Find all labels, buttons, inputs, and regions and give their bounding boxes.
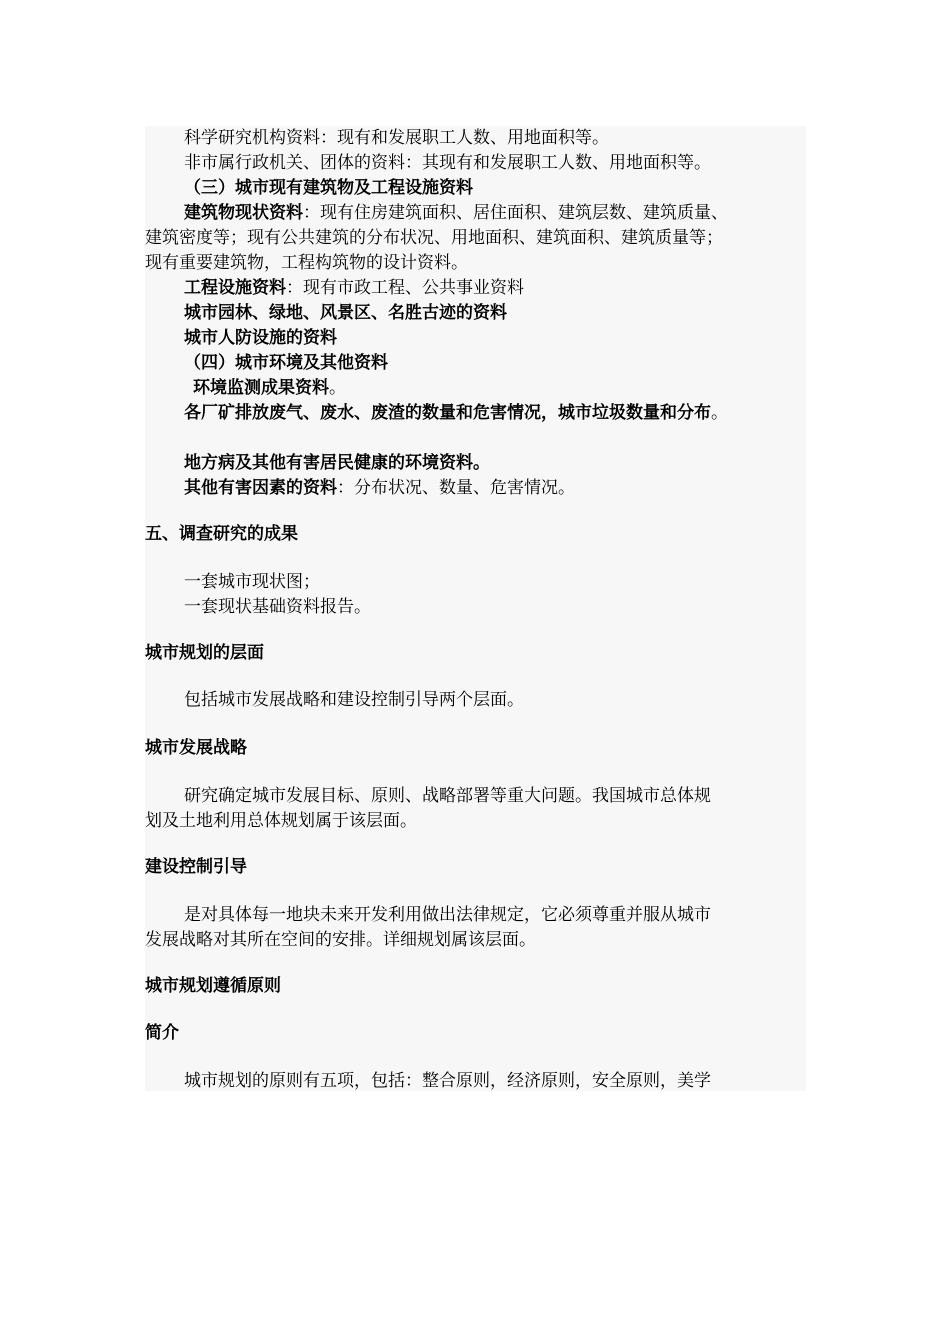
lead-text: 环境监测成果资料 bbox=[193, 378, 329, 398]
lead-text: 工程设施资料 bbox=[184, 278, 286, 298]
paragraph-line: 发展战略对其所在空间的安排。详细规划属该层面。 bbox=[145, 930, 536, 950]
text-line: 科学研究机构资料：现有和发展职工人数、用地面积等。 bbox=[184, 128, 609, 148]
paragraph-line bbox=[184, 278, 524, 298]
body-text: ：现有住房建筑面积、居住面积、建筑层数、建筑质量、 bbox=[303, 203, 728, 223]
section-heading: 简介 bbox=[145, 1023, 179, 1043]
lead-text: 其他有害因素的资料 bbox=[184, 478, 337, 498]
list-item: 一套城市现状图； bbox=[184, 572, 320, 592]
paragraph-line: 现有重要建筑物，工程构筑物的设计资料。 bbox=[145, 253, 468, 273]
paragraph-line bbox=[193, 378, 346, 398]
body-text: 。 bbox=[329, 378, 346, 398]
paragraph-line: 划及土地利用总体规划属于该层面。 bbox=[145, 811, 417, 831]
section-heading: 五、调查研究的成果 bbox=[145, 524, 298, 544]
lead-text: 建筑物现状资料 bbox=[184, 203, 303, 223]
paragraph-line: 研究确定城市发展目标、原则、战略部署等重大问题。我国城市总体规 bbox=[184, 786, 711, 806]
body-text: ：现有市政工程、公共事业资料 bbox=[286, 278, 524, 298]
list-item: 一套现状基础资料报告。 bbox=[184, 597, 371, 617]
paragraph-line: 城市规划的原则有五项，包括：整合原则，经济原则，安全原则，美学 bbox=[184, 1071, 711, 1091]
section-heading: 城市规划的层面 bbox=[145, 643, 264, 663]
section-heading: 建设控制引导 bbox=[145, 857, 247, 877]
paragraph-line bbox=[184, 203, 728, 223]
paragraph-line: 是对具体每一地块未来开发利用做出法律规定，它必须尊重并服从城市 bbox=[184, 905, 711, 925]
bold-line: 城市人防设施的资料 bbox=[184, 328, 337, 348]
body-text: 。 bbox=[711, 403, 728, 423]
paragraph-line bbox=[184, 478, 575, 498]
section-heading: 城市发展战略 bbox=[145, 738, 247, 758]
paragraph-line: 建筑密度等；现有公共建筑的分布状况、用地面积、建筑面积、建筑质量等； bbox=[145, 228, 723, 248]
paragraph-line: 包括城市发展战略和建设控制引导两个层面。 bbox=[184, 690, 524, 710]
section-heading: 城市规划遵循原则 bbox=[145, 976, 281, 996]
bold-line: 地方病及其他有害居民健康的环境资料。 bbox=[184, 453, 490, 473]
text-line: 非市属行政机关、团体的资料：其现有和发展职工人数、用地面积等。 bbox=[184, 153, 711, 173]
paragraph-line bbox=[184, 403, 728, 423]
bold-line: 城市园林、绿地、风景区、名胜古迹的资料 bbox=[184, 303, 507, 323]
subheading: （四）城市环境及其他资料 bbox=[184, 353, 388, 373]
lead-text: 各厂矿排放废气、废水、废渣的数量和危害情况，城市垃圾数量和分布 bbox=[184, 403, 711, 423]
body-text: ：分布状况、数量、危害情况。 bbox=[337, 478, 575, 498]
subheading: （三）城市现有建筑物及工程设施资料 bbox=[184, 178, 473, 198]
